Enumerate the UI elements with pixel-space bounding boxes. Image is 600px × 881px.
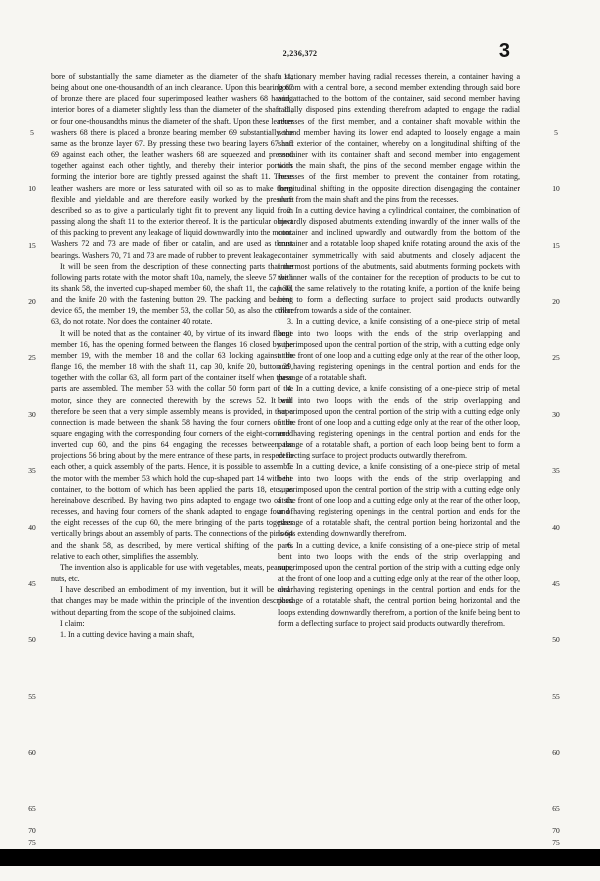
right-text-column (278, 71, 520, 629)
line-number-left: 75 (28, 838, 36, 847)
page-number: 3 (498, 40, 510, 62)
line-number-left: 5 (30, 128, 34, 137)
claim-6: 6. In a cutting device, a knife consisting of a one-piece strip of metal bent into two loops with the ends of the strip overlapping and superimposed upon the central portion of the strip with a cutting edge only at the front of one loop and a cutting edge only at the rear of the other loop, and having registering openings in the central portion and ends for the passage of a rotatable shaft, the central portion being horizontal and the loops extending downwardly therefrom, a portion of the knife being bent to form a deflecting surface to project said products outwardly therefrom. (278, 540, 520, 628)
claims-heading: I claim: (60, 618, 85, 628)
left-text-column (51, 71, 293, 640)
patent-number: 2,236,372 (282, 49, 318, 58)
line-number-left: 10 (28, 184, 36, 193)
paragraph-embodiment: I have described an embodiment of my invention, but it will be clear that changes may be made within the principle of the invention described without departing from the scope of the subjoined claims. (51, 585, 293, 617)
line-number-right: 5 (554, 128, 558, 137)
claim-1-continued: a stationary member having radial recesses therein, a container having a bottom with a central bore, a second member extending through said bore and attached to the bottom of the container, said second member having radially disposed pins extending therefrom adapted to engage the radial recesses of the first member, and a container shaft movable within the second member having its lower end adapted to loosely engage a main shaft exterior of the container, whereby on a longitudinal shifting of the container with its container shaft and second member into engagement with the main shaft, the pins of the second member engage within the recesses of the first member to prevent the container from rotating, longitudinal shifting in the opposite direction disengaging the container shaft from the main shaft and the pins from the recesses. (278, 72, 520, 204)
line-number-right: 15 (552, 241, 560, 250)
paragraph-applicability: The invention also is applicable for use with vegetables, meats, peanuts, nuts, etc. (51, 562, 293, 584)
line-number-right: 60 (552, 748, 560, 757)
line-number-right: 30 (552, 410, 560, 419)
line-number-right: 75 (552, 838, 560, 847)
line-number-right: 50 (552, 635, 560, 644)
line-number-left: 70 (28, 826, 36, 835)
line-number-right: 10 (552, 184, 560, 193)
line-number-left: 30 (28, 410, 36, 419)
line-number-left: 50 (28, 635, 36, 644)
line-number-left: 15 (28, 241, 36, 250)
paragraph-rotating-parts: It will be seen from the description of these connecting parts that the following parts rotate with the motor shaft 10a, namely, the sleeve 57 with its shank 58, the inverted cup-shaped member 60, the shaft 11, the cap 30, and the knife 20 with the fastening button 29. The packing and bearing device 65, the member 19, the member 53, the collar 50, as also the collar 63, do not rotate. Nor does the container 40 rotate. (51, 261, 293, 327)
line-number-left: 65 (28, 804, 36, 813)
line-number-left: 60 (28, 748, 36, 757)
line-number-right: 55 (552, 692, 560, 701)
line-number-left: 55 (28, 692, 36, 701)
claim-4: 4. In a cutting device, a knife consisting of a one-piece strip of metal bent into two loops with the ends of the strip overlapping and superimposed upon the central portion of the strip with a cutting edge only at the front of one loop and a cutting edge only at the rear of the other loop, and having registering openings in the central portion and ends for the passage of a rotatable shaft, a portion of each loop being bent to form a deflecting surface to project products outwardly therefrom. (278, 384, 520, 461)
claim-1-start: 1. In a cutting device having a main shaft, (60, 629, 195, 639)
line-number-right: 35 (552, 466, 560, 475)
line-number-right: 40 (552, 523, 560, 532)
scan-border-bar (0, 849, 600, 866)
paragraph-assembly: It will be noted that as the container 40, by virtue of its inward flange member 16, has the opening formed between the flanges 16 closed by the member 19, with the member 18 and the collar 63 locking against the flange 16, the member 18 with the shaft 11, cap 30, knife 20, button 29, together with the collar 63, all form part of the container itself when these parts are assembled. The member 53 with the collar 50 form part of the motor, since they are connected therewith by the screws 52. It will therefore be seen that a very simple assembly means is provided, in that a connection is made between the shank 58 having the four corners of the square engaging with the corresponding four corners of the eight-cornered inverted cup 60, and the pins 64 engaging the recesses between the projections 56 bring about by the mere entrance of these parts, in respect to each other, a quick assembly of the parts. Hence, it is possible to assemble the motor with the member 53 which hold the cup-shaped part 14 with the container, to the bottom of which has been applied the parts 18, etc., as hereinabove described. By having two pins adapted to engage two of six recesses, and having four corners of the shank adapted to engage four of the eight recesses of the cup 60, the mere bringing of the parts together vertically brings about an assembly of parts. The connections of the pins 64 and the shank 58, as described, by mere vertical shifting of the parts relative to each other, simplifies the assembly. (51, 328, 293, 561)
paragraph-packing: bore of substantially the same diameter as the diameter of the shaft 11, being about one one-thousandth of an inch clearance. Upon this bearing 67 of bronze there are placed four superimposed leather washers 68 having interior bores of a diameter slightly less than the diameter of the shaft 11, or four one-thousandths minus the diameter of the shaft. Upon these leather washers 68 there is placed a bronze bearing member 69 substantially the same as the bronze layer 67. By pressing these two bearing layers 67 and 69 against each other, the leather washers 68 are squeezed and pressed together against each other tightly, and thereby their interior portions forming the interior bore are tightly pressed against the shaft 11. These leather washers are more or less saturated with oil so as to make them flexible and yieldable and are therefore easily worked by the pressure described so as to give a particularly tight fit to prevent any liquid from passing along the shaft 11 to the exterior thereof. It is the particular object of this packing to prevent any leakage of liquid downwardly into the motor. Washers 72 and 73 are made of fiber or catalin, and are used as thrust bearings. Washers 70, 71 and 73 are made of rubber to prevent leakage. (51, 72, 293, 260)
claim-5: 5. In a cutting device, a knife consisting of a one-piece strip of metal bent into two loops with the ends of the strip overlapping and superimposed upon the central portion of the strip with a cutting edge only at the front of one loop and a cutting edge only at the rear of the other loop, and having registering openings in the central portion and ends for the passage of a rotatable shaft, the central portion being horizontal and the loops extending downwardly therefrom. (278, 462, 520, 539)
line-number-left: 45 (28, 579, 36, 588)
claim-3: 3. In a cutting device, a knife consisting of a one-piece strip of metal bent into two loops with the ends of the strip overlapping and superimposed upon the central portion of the strip, with a cutting edge only at the front of one loop and a cutting edge only at the rear of the other loop, and having registering openings in the central portion and ends for the passage of a rotatable shaft. (278, 317, 520, 383)
line-number-left: 25 (28, 353, 36, 362)
line-number-right: 70 (552, 826, 560, 835)
line-number-right: 45 (552, 579, 560, 588)
line-number-right: 20 (552, 297, 560, 306)
claim-2: 2. In a cutting device having a cylindrical container, the combination of inwardly disposed abutments extending inwardly of the inner walls of the container and inclined upwardly and outwardly from the bottom of the container and a rotatable loop shaped knife rotating around the axis of the container symmetrically with said abutments and closely adjacent the innermost portions of the abutments, said abutments forming pockets with the inner walls of the container for the reception of products to be cut to hold the same relatively to the rotating knife, a portion of the knife being bent to form a deflecting surface to project said products outwardly therefrom towards a side of the container. (278, 205, 520, 316)
line-number-right: 65 (552, 804, 560, 813)
line-number-right: 25 (552, 353, 560, 362)
line-number-left: 35 (28, 466, 36, 475)
line-number-left: 40 (28, 523, 36, 532)
line-number-left: 20 (28, 297, 36, 306)
